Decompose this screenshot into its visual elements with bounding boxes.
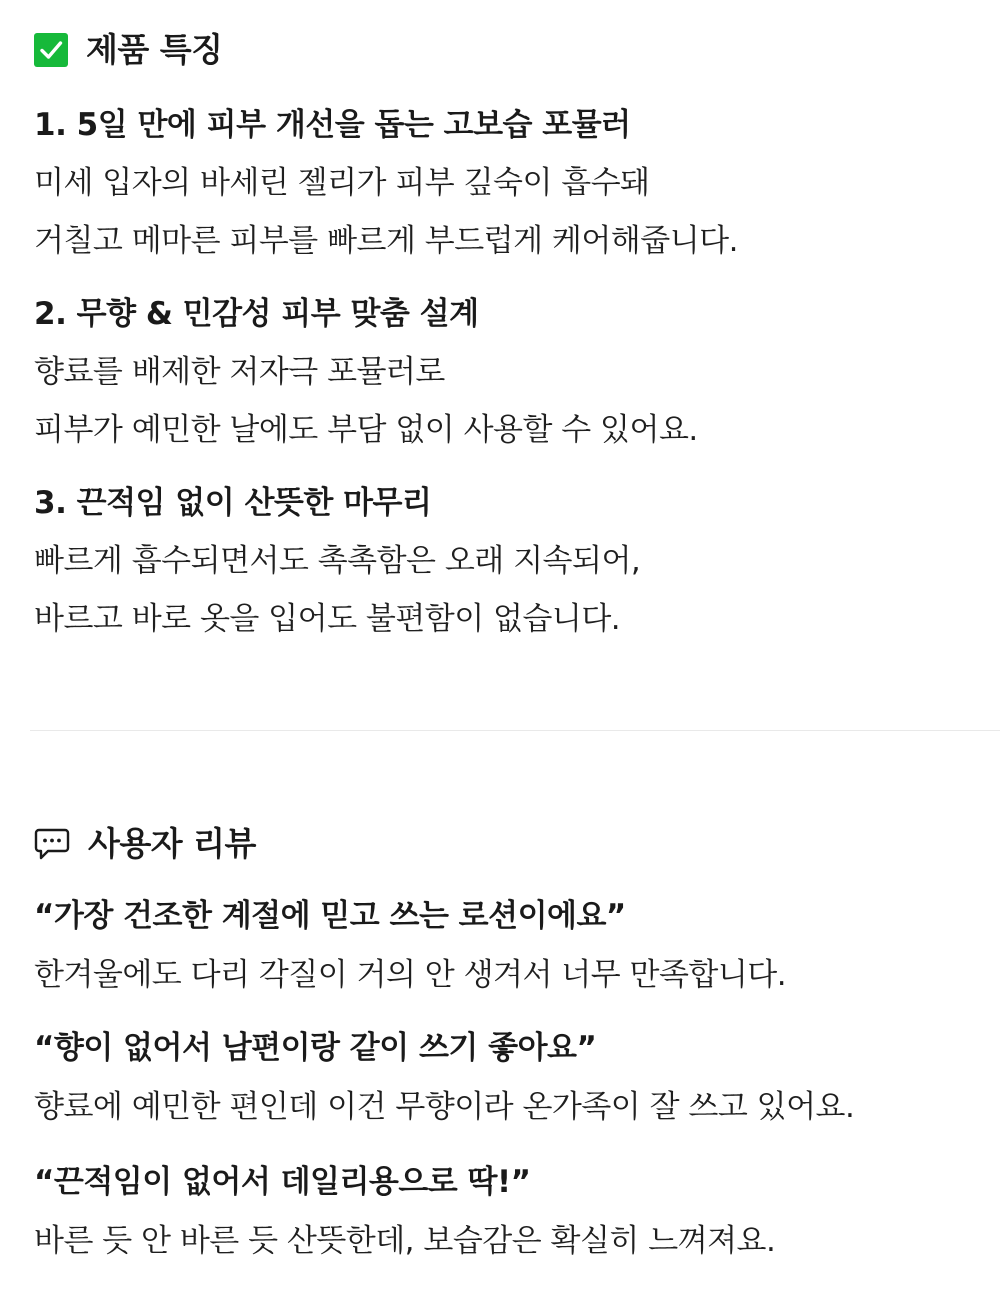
features-heading-label: 제품 특징 bbox=[86, 30, 223, 69]
feature-title: 3. 끈적임 없이 산뜻한 마무리 bbox=[34, 485, 432, 521]
feature-description-line: 향료를 배제한 저자극 포뮬러로 bbox=[34, 354, 445, 390]
speech-bubble-icon bbox=[34, 827, 70, 861]
review-item-2 bbox=[34, 1028, 984, 1127]
feature-description-line: 바르고 바로 옷을 입어도 불편함이 없습니다. bbox=[34, 601, 621, 637]
feature-description-line: 거칠고 메마른 피부를 빠르게 부드럽게 케어해줍니다. bbox=[34, 223, 738, 259]
review-text: 한겨울에도 다리 각질이 거의 안 생겨서 너무 만족합니다. bbox=[34, 957, 787, 993]
features-heading bbox=[34, 30, 223, 70]
review-item-3 bbox=[34, 1162, 984, 1261]
feature-item-1 bbox=[34, 105, 984, 261]
review-quote: “가장 건조한 계절에 믿고 쓰는 로션이에요” bbox=[34, 898, 626, 934]
feature-title: 1. 5일 만에 피부 개선을 돕는 고보습 포뮬러 bbox=[34, 107, 631, 143]
review-item-1 bbox=[34, 896, 984, 995]
feature-item-2 bbox=[34, 294, 984, 450]
feature-item-3 bbox=[34, 483, 984, 639]
feature-description-line: 빠르게 흡수되면서도 촉촉함은 오래 지속되어, bbox=[34, 543, 641, 579]
feature-title: 2. 무향 & 민감성 피부 맞춤 설계 bbox=[34, 296, 479, 332]
review-quote: “향이 없어서 남편이랑 같이 쓰기 좋아요” bbox=[34, 1030, 597, 1066]
review-text: 바른 듯 안 바른 듯 산뜻한데, 보습감은 확실히 느껴져요. bbox=[34, 1223, 776, 1259]
review-text: 향료에 예민한 편인데 이건 무향이라 온가족이 잘 쓰고 있어요. bbox=[34, 1089, 855, 1125]
feature-description-line: 피부가 예민한 날에도 부담 없이 사용할 수 있어요. bbox=[34, 412, 698, 448]
reviews-heading bbox=[34, 824, 256, 864]
review-quote: “끈적임이 없어서 데일리용으로 딱!” bbox=[34, 1164, 531, 1200]
reviews-heading-label: 사용자 리뷰 bbox=[88, 824, 256, 863]
feature-description-line: 미세 입자의 바세린 젤리가 피부 깊숙이 흡수돼 bbox=[34, 165, 650, 201]
check-mark-icon bbox=[34, 33, 68, 67]
section-divider bbox=[30, 730, 1000, 731]
